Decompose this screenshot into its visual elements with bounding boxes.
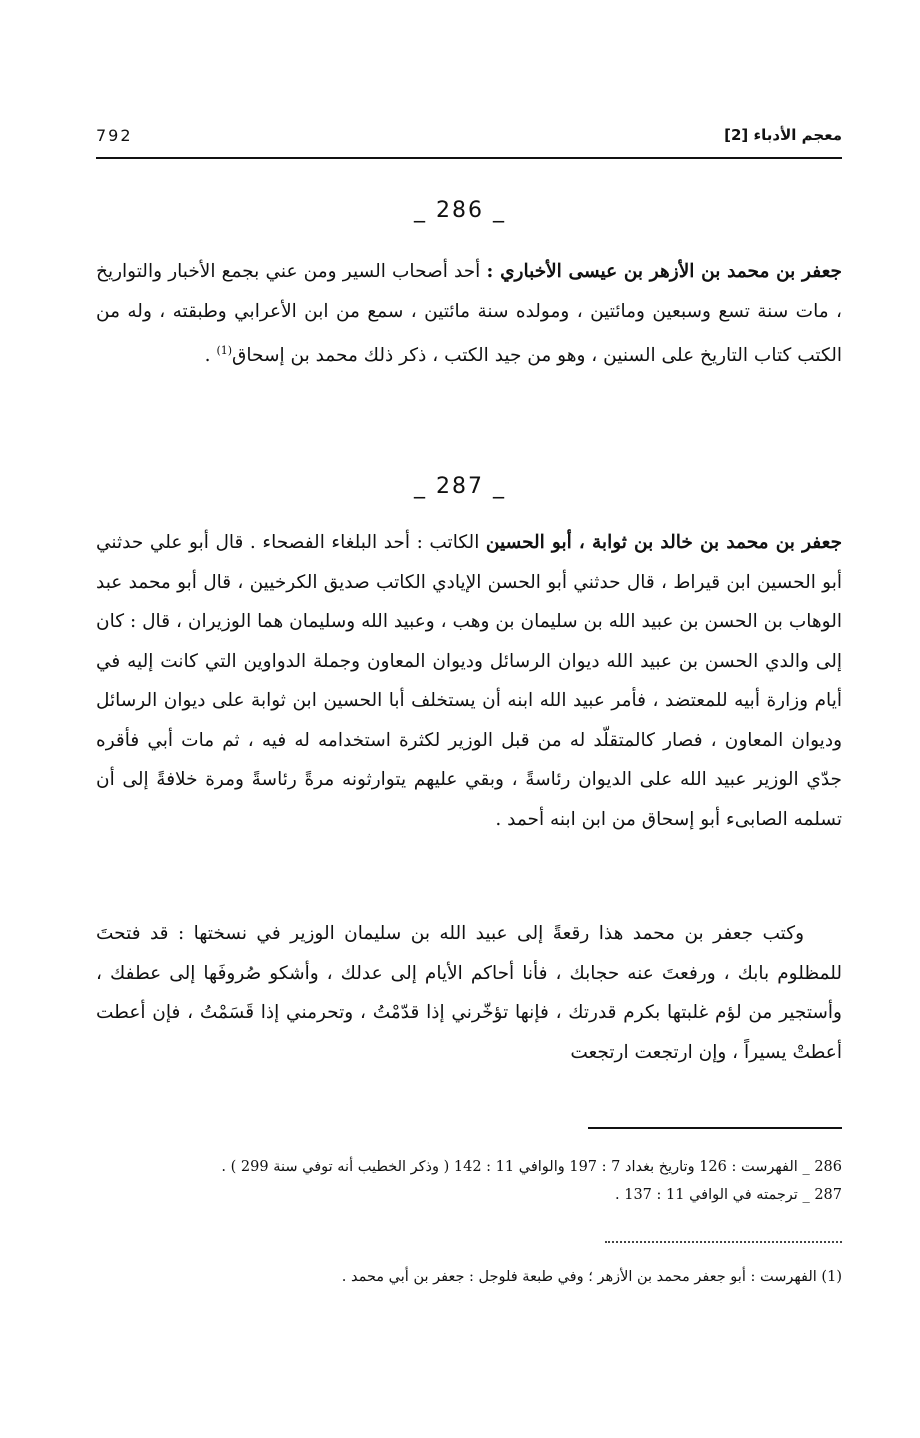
dotted-separator [605, 1241, 842, 1243]
footnote-rule [588, 1127, 842, 1129]
entry-286-tail: . [204, 345, 217, 367]
source-note-286: 286 _ الفهرست : 126 وتاريخ بغداد 7 : 197 والوافي 11 : 142 ( وذكر الخطيب أنه توفي سنة 299 ) . [221, 1159, 842, 1175]
entry-287-body: الكاتب : أحد البلغاء الفصحاء . قال أبو علي حدثني أبو الحسين ابن قيراط ، قال حدثني أبو الحسن الإيادي الكاتب صديق الكرخيين ، قال أبو محمد عبد الوهاب بن الحسن بن عبيد الله بن سليمان بن وهب ، وعبيد الله وسليمان هما الوزيران ، قال : كان إلى والدي الحسن بن عبيد الله ديوان الرسائل وديوان المعاون وجملة الدواوين التي كانت إليه في أيام وزارة أبيه للمعتضد ، فأمر عبيد الله ابنه أن يستخلف أبا الحسين ابن ثوابة على ديوان الرسائل وديوان المعاون ، فصار كالمتقلّد له من قبل الوزير لكثرة استخدامه له فيه ، ثم مات أبي فأقره جدّي الوزير عبيد الله على الديوان رئاسةً ، وبقي عليهم يتوارثونه مرةً رئاسةً ومرة خلافةً إلى أن تسلمه الصابىء أبو إسحاق من ابن ابنه أحمد . [96, 532, 842, 830]
source-note-287: 287 _ ترجمته في الوافي 11 : 137 . [615, 1187, 842, 1203]
footnote-ref: (1) [216, 344, 233, 357]
entry-number-286: _ 286 _ [414, 198, 506, 223]
entry-286-body: أحد أصحاب السير ومن عني بجمع الأخبار والتواريخ ، مات سنة تسع وسبعين ومائتين ، ومولده سنة مائتين ، سمع من ابن الأعرابي وطبقته ، وله من الكتب كتاب التاريخ على السنين ، وهو من جيد الكتب ، ذكر ذلك محمد بن إسحاق [96, 261, 842, 367]
entry-287-name: جعفر بن محمد بن خالد بن ثوابة ، أبو الحسين [485, 532, 842, 553]
entry-287-text [96, 523, 842, 839]
entry-286-name: جعفر بن محمد بن الأزهر بن عيسى الأخباري : [486, 261, 842, 282]
running-title: معجم الأدباء [2] [724, 126, 842, 144]
page-header [96, 122, 842, 154]
entry-number-287: _ 287 _ [414, 474, 506, 499]
page-number: 792 [96, 126, 133, 145]
entry-286-text [96, 252, 842, 376]
footnote-1: (1) الفهرست : أبو جعفر محمد بن الأزهر ؛ وفي طبعة فلوجل : جعفر بن أبي محمد . [341, 1269, 842, 1285]
entry-287-letter: وكتب جعفر بن محمد هذا رقعةً إلى عبيد الله بن سليمان الوزير في نسختها : قد فتحتَ للمظلوم بابك ، ورفعتَ عنه حجابك ، فأنا أحاكم الأيام إلى عدلك ، وأشكو صُروفَها إلى عطفك ، وأستجير من لؤم غلبتها بكرم قدرتك ، فإنها تؤخّرني إذا قدّمْتُ ، وتحرمني إذا قَسَمْتُ ، فإن أعطت أعطتْ يسيراً ، وإن ارتجعت ارتجعت [96, 923, 842, 1063]
header-rule [96, 157, 842, 159]
